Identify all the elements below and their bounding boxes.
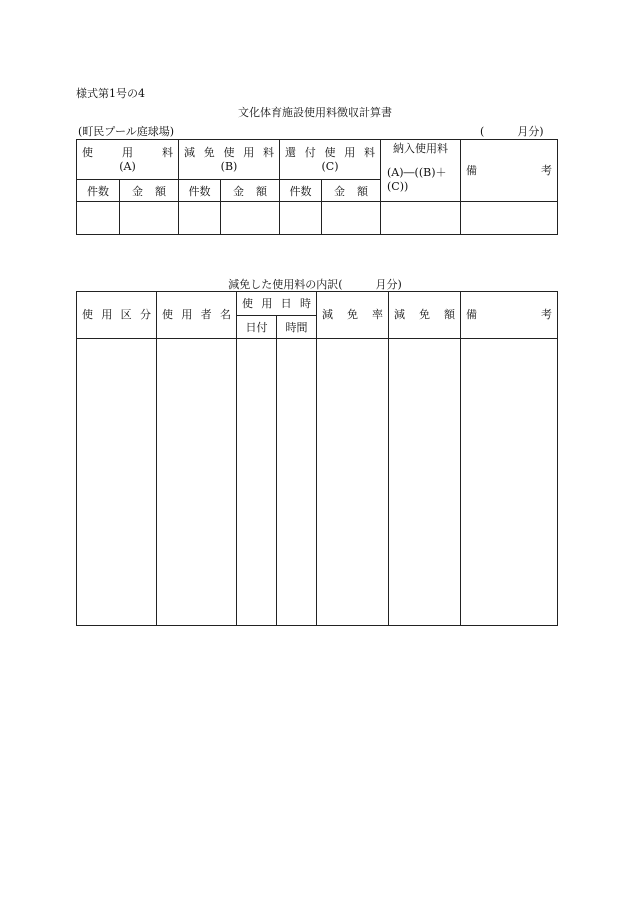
user-name-cell (157, 339, 237, 626)
remarks-header: 備 考 (461, 140, 558, 202)
usage-amount-cell (120, 202, 179, 235)
payment-fee-cell (381, 202, 461, 235)
usage-count-header: 件数 (77, 180, 120, 202)
remarks-cell (461, 202, 558, 235)
fee-calculation-table (76, 139, 558, 235)
refund-amount-cell (322, 202, 381, 235)
reduction-amount-header: 減 免 額 (389, 292, 461, 339)
breakdown-title: 減免した使用料の内訳( 月分) (228, 278, 402, 291)
refund-fee-code: (C) (321, 159, 339, 173)
usage-category-header: 使 用 区 分 (77, 292, 157, 339)
refund-fee-header: 還 付 使 用 料 (C) (280, 140, 381, 180)
reduced-count-header: 件数 (179, 180, 221, 202)
refund-amount-header: 金 額 (322, 180, 381, 202)
date-cell (237, 339, 277, 626)
usage-datetime-header: 使 用 日 時 (237, 292, 317, 316)
reduction-amount-cell (389, 339, 461, 626)
time-header: 時間 (277, 316, 317, 339)
remarks-cell (461, 339, 558, 626)
usage-count-cell (77, 202, 120, 235)
reduced-amount-cell (221, 202, 280, 235)
usage-fee-header: 使 用 料 (A) (77, 140, 179, 180)
usage-fee-code: (A) (119, 159, 136, 173)
refund-count-cell (280, 202, 322, 235)
reduced-fee-header: 減 免 使 用 料 (B) (179, 140, 280, 180)
reduction-rate-header: 減 免 率 (317, 292, 389, 339)
payment-fee-label: 納入使用料 (393, 142, 448, 155)
document-title: 文化体育施設使用料徴収計算書 (238, 106, 392, 119)
refund-count-header: 件数 (280, 180, 322, 202)
form-number: 様式第1号の4 (76, 87, 145, 100)
table-row (77, 339, 558, 626)
payment-fee-header (381, 140, 461, 202)
time-cell (277, 339, 317, 626)
payment-fee-formula: (A)―((B)＋(C)) (387, 166, 447, 193)
table-row (77, 202, 558, 235)
usage-category-cell (77, 339, 157, 626)
month-label: ( 月分) (480, 125, 544, 138)
remarks-header: 備 考 (461, 292, 558, 339)
reduced-amount-header: 金 額 (221, 180, 280, 202)
user-name-header: 使 用 者 名 (157, 292, 237, 339)
reduction-rate-cell (317, 339, 389, 626)
reduced-count-cell (179, 202, 221, 235)
facility-name: (町民プール庭球場) (78, 125, 175, 138)
reduction-breakdown-table (76, 291, 558, 626)
usage-amount-header: 金 額 (120, 180, 179, 202)
date-header: 日付 (237, 316, 277, 339)
reduced-fee-code: (B) (220, 159, 238, 173)
